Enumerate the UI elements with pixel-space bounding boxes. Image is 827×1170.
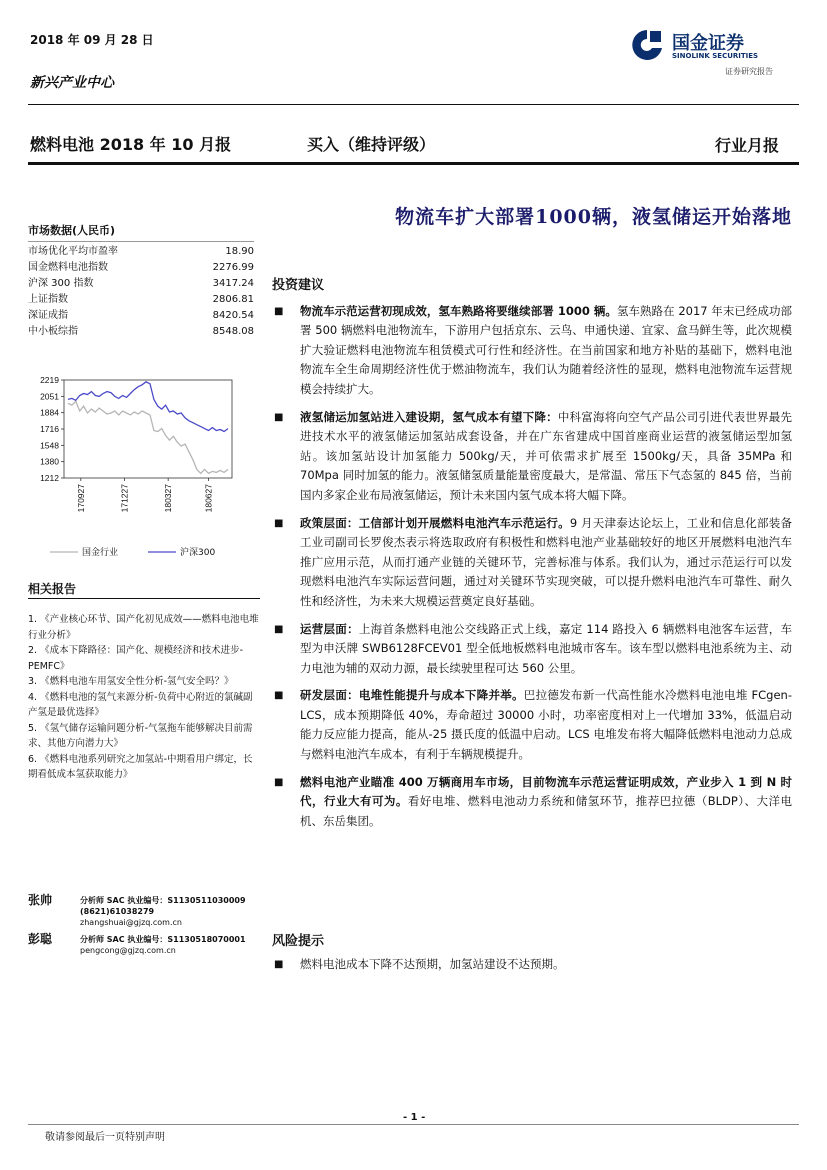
analyst-phone: (8621)61038279 [80,907,155,916]
investment-section [272,276,792,839]
analyst-block [28,895,268,956]
logo-english: SINOLINK SECURITIES [672,52,759,60]
related-reports [28,612,260,783]
legend-label: 国金行业 [82,548,119,558]
series-line-沪深300 [68,382,228,432]
para-lead: 政策层面：工信部计划开展燃料电池汽车示范运行。 [300,515,570,530]
para-lead: 液氢储运加氢站进入建设期，氢气成本有望下降： [300,409,558,424]
bullet-icon: ■ [274,517,284,529]
y-tick-label: 1380 [40,456,59,467]
analyst-email[interactable]: zhangshuai@gjzq.com.cn [80,918,182,927]
risk-paragraph [272,955,792,974]
para-text: 中科富海将向空气产品公司引进代表世界最先进技术水平的液氢储运加氢站成套设备，并在广东省建成中国首座商业运营的液氢储运型加氢站。该加氢站设计加氢能力 500kg/天，并可依需求扩展至 1500kg/天，具备 35MPa 和 70Mpa 同时加氢的能力。液氢储氢质量能量密度最大，是常温、常压下气态氢的 845 倍，当前国内多家企业布局液氢储运，预计未来国内氢气成本将大幅下降。 [300,409,792,502]
para-text: 上海首条燃料电池公交线路正式上线，嘉定 114 路投入 6 辆燃料电池客车运营，车型为申沃牌 SWB6128FCEV01 型全低地板燃料电池城市客车。该车型以燃料电池系统为主、动力电池为辅的双动力源，最长续驶里程可达 560 公里。 [300,621,792,675]
analyst-entry [28,895,268,928]
bullet-icon: ■ [274,959,284,970]
analyst-cert: 分析师 SAC 执业编号：S1130518070001 [80,935,246,944]
related-item[interactable]: 2. 《成本下降路径：国产化、规模经济和技术进步-PEMFC》 [28,645,244,672]
para-lead: 运营层面： [300,621,359,636]
market-value: 2806.81 [212,294,254,306]
rating: 买入（维持评级） [307,135,436,154]
x-tick-label: 180327 [163,484,174,513]
department: 新兴产业中心 [30,75,114,91]
y-tick-label: 1884 [40,407,59,418]
x-tick-label: 171227 [119,484,130,513]
analyst-name: 彭聪 [28,932,53,946]
related-item[interactable]: 3. 《燃料电池车用氢安全性分析-氢气安全吗？》 [28,676,234,687]
risk-section [272,955,792,974]
y-tick-label: 2219 [40,375,59,385]
analyst-entry [28,934,268,956]
disclaimer: 敬请参阅最后一页特别声明 [45,1132,165,1143]
y-tick-label: 1548 [40,440,59,451]
sinolink-logo-icon [630,28,668,62]
investment-paragraph [272,514,792,612]
related-item[interactable]: 4. 《燃料电池的氢气来源分析-负荷中心附近的氯碱副产氢是最优选择》 [28,691,253,718]
market-heading: 市场数据(人民币) [28,222,254,242]
page-number: - 1 - [403,1112,426,1123]
x-tick-label: 170927 [75,484,86,513]
investment-heading: 投资建议 [272,278,325,293]
report-tag: 证券研究报告 [725,67,773,76]
logo-name: 国金证券 [672,33,744,54]
market-label: 深证成指 [28,310,68,322]
market-label: 沪深 300 指数 [28,278,94,290]
related-item[interactable]: 5. 《氢气储存运输问题分析-气氢拖车能够解决目前需求、其他方向潜力大》 [28,722,253,749]
bullet-icon: ■ [274,305,284,317]
bullet-icon: ■ [274,411,284,423]
footer-rule [28,1124,799,1125]
para-text: 巴拉德发布新一代高性能水冷燃料电池电堆 FCgen-LCS，成本预期降低 40%，寿命超过 30000 小时，功率密度相对上一代增加 33%，低温启动能力反应能力提高，能从-25 摄氏度的低温中启动。LCS 电堆发布将大幅降低燃料电池动力总成与燃料电池汽车成本，有利于车辆规模提升。 [300,688,792,762]
para-text: 9 月天津泰达论坛上，工业和信息化部装备工业司副司长罗俊杰表示将选取政府有积极性和燃料电池产业基础较好的地区开展燃料电池汽车推广应用示范，从而打通产业链的关键环节，完善标准与体系。我们认为，通过示范运行可以发现燃料电池汽车实际运营问题，通过对关键环节实现突破，可以提升燃料电池汽车可靠性、耐久性和经济性，为未来大规模运营奠定良好基础。 [300,515,792,608]
investment-paragraph [272,773,792,832]
market-row [28,244,254,260]
related-heading: 相关报告 [28,582,77,596]
market-label: 市场优化平均市盈率 [28,246,118,257]
market-value: 8548.08 [212,326,254,338]
market-row [28,324,254,340]
related-item[interactable]: 6. 《燃料电池系列研究之加氢站-中期看用户绑定，长期看低成本氢获取能力》 [28,753,253,780]
investment-paragraph [272,686,792,764]
report-title: 燃料电池 2018 年 10 月报 [30,135,232,154]
market-value: 18.90 [225,246,254,257]
para-lead: 研发层面：电堆性能提升与成本下降并举。 [300,688,524,703]
series-line-国金行业 [68,401,228,473]
report-date: 2018 年 09 月 28 日 [30,33,154,47]
market-data-table [28,222,254,341]
para-lead: 燃料电池产业瞄准 400 万辆商用车市场，目前物流车示范运营证明成效，产业步入 1 到 N 时代，行业大有可为。 [300,774,792,809]
y-tick-label: 1716 [40,424,59,434]
index-chart [20,370,256,570]
investment-paragraph [272,302,792,400]
market-row [28,276,254,292]
investment-paragraph [272,408,792,506]
market-value: 3417.24 [212,278,254,290]
y-tick-label: 2051 [40,391,59,402]
risk-heading: 风险提示 [272,934,325,949]
market-value: 8420.54 [212,310,254,322]
analyst-email[interactable]: pengcong@gjzq.com.cn [80,946,176,955]
market-row [28,292,254,308]
related-rule [28,598,260,599]
legend-label: 沪深300 [180,548,216,558]
analyst-cert: 分析师 SAC 执业编号：S1130511030009 [80,896,246,905]
market-label: 中小板综指 [28,326,78,338]
risk-text: 燃料电池成本下降不达预期，加氢站建设不达预期。 [300,957,565,971]
title-rule [28,162,799,165]
report-type: 行业月报 [715,136,780,155]
y-tick-label: 1212 [40,473,59,483]
market-row [28,260,254,276]
para-lead: 物流车示范运营初现成效，氢车熟路将要继续部署 1000 辆。 [300,303,617,318]
market-label: 国金燃料电池指数 [28,262,108,274]
investment-paragraph [272,620,792,679]
bullet-icon: ■ [274,623,284,635]
para-text: 看好电堆、燃料电池动力系统和储氢环节，推荐巴拉德（BLDP）、大洋电机、东岳集团。 [300,794,792,828]
header-rule [28,104,799,105]
bullet-icon: ■ [274,690,284,702]
related-item[interactable]: 1. 《产业核心环节、国产化初见成效——燃料电池电堆行业分析》 [28,614,259,641]
para-text: 氢车熟路在 2017 年末已经成功部署 500 辆燃料电池物流车，下游用户包括京东、云鸟、申通快递、宜家、盒马鲜生等，此次规模扩大验证燃料电池物流车租赁模式可行性和经济性。在当前国家和地方补贴的基础下，燃料电池物流车全生命周期经济性优于燃油物流车，我们认为随着经济性的显现，燃料电池物流车运营规模会持续扩大。 [300,303,792,396]
market-row [28,308,254,324]
headline: 物流车扩大部署1000辆，液氢储运开始落地 [395,206,792,228]
market-label: 上证指数 [28,294,68,306]
x-tick-label: 180627 [203,484,214,513]
bullet-icon: ■ [274,776,284,788]
analyst-name: 张帅 [28,893,53,907]
market-value: 2276.99 [212,262,254,274]
